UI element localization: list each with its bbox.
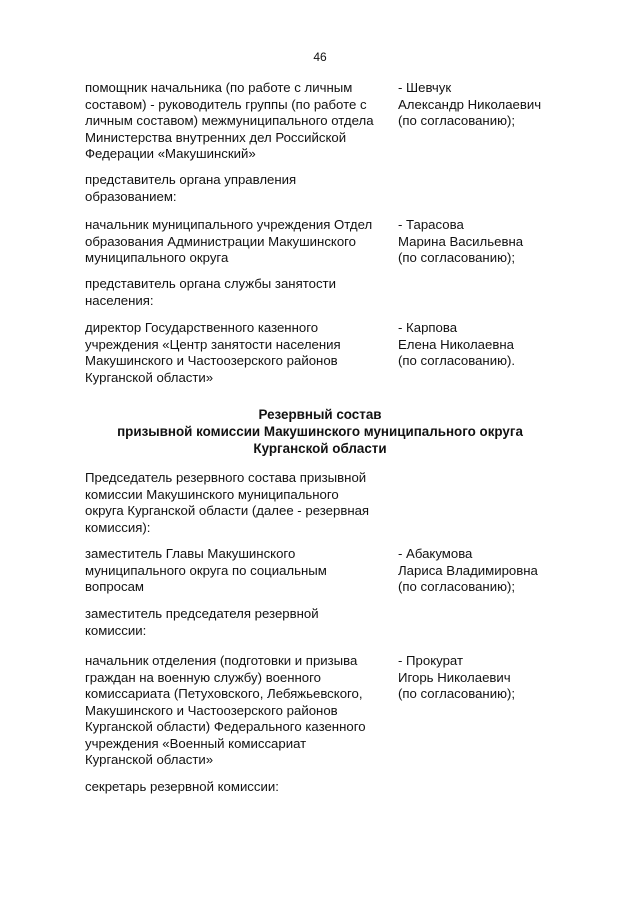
member-role: директор Государственного казенного учреждения «Центр занятости населения Макушинского и Частоозерского районов Курганской области»	[85, 320, 341, 385]
reserve-section-heading: Резервный состав призывной комиссии Макушинского муниципального округа Курганской области	[117, 407, 523, 456]
member-role: представитель органа управления образованием:	[85, 172, 297, 204]
member-person: - Прокурат Игорь Николаевич (по согласованию);	[398, 653, 516, 701]
member-role: представитель органа службы занятости населения:	[85, 276, 336, 308]
member-person: - Абакумова Лариса Владимировна (по согласованию);	[398, 546, 538, 594]
page-number: 46	[313, 50, 327, 64]
member-person: - Карпова Елена Николаевна (по согласованию).	[398, 320, 516, 368]
member-role: начальник отделения (подготовки и призыва граждан на военную службу) военного комиссариата (Петуховского, Лебяжьевского, Макушинского и Частоозерского районов Курганской области) Федерального казенного учреждения «Военный комиссариат Курганской области»	[85, 653, 366, 767]
member-person: - Шевчук Александр Николаевич (по согласованию);	[398, 80, 542, 128]
member-role: заместитель председателя резервной комиссии:	[85, 606, 319, 638]
member-role: начальник муниципального учреждения Отдел образования Администрации Макушинского муниципального округа	[85, 217, 373, 265]
member-role: Председатель резервного состава призывной комиссии Макушинского муниципального округа Курганской области (далее - резервная комиссия):	[85, 470, 370, 535]
secretary-label: секретарь резервной комиссии:	[85, 779, 279, 794]
member-person: - Тарасова Марина Васильевна (по согласованию);	[398, 217, 524, 265]
member-role: заместитель Главы Макушинского муниципального округа по социальным вопросам	[85, 546, 327, 594]
member-role: помощник начальника (по работе с личным составом) - руководитель группы (по работе с личным составом) межмуниципального отдела Министерства внутренних дел Российской Федерации «Макушинский»	[85, 80, 374, 161]
